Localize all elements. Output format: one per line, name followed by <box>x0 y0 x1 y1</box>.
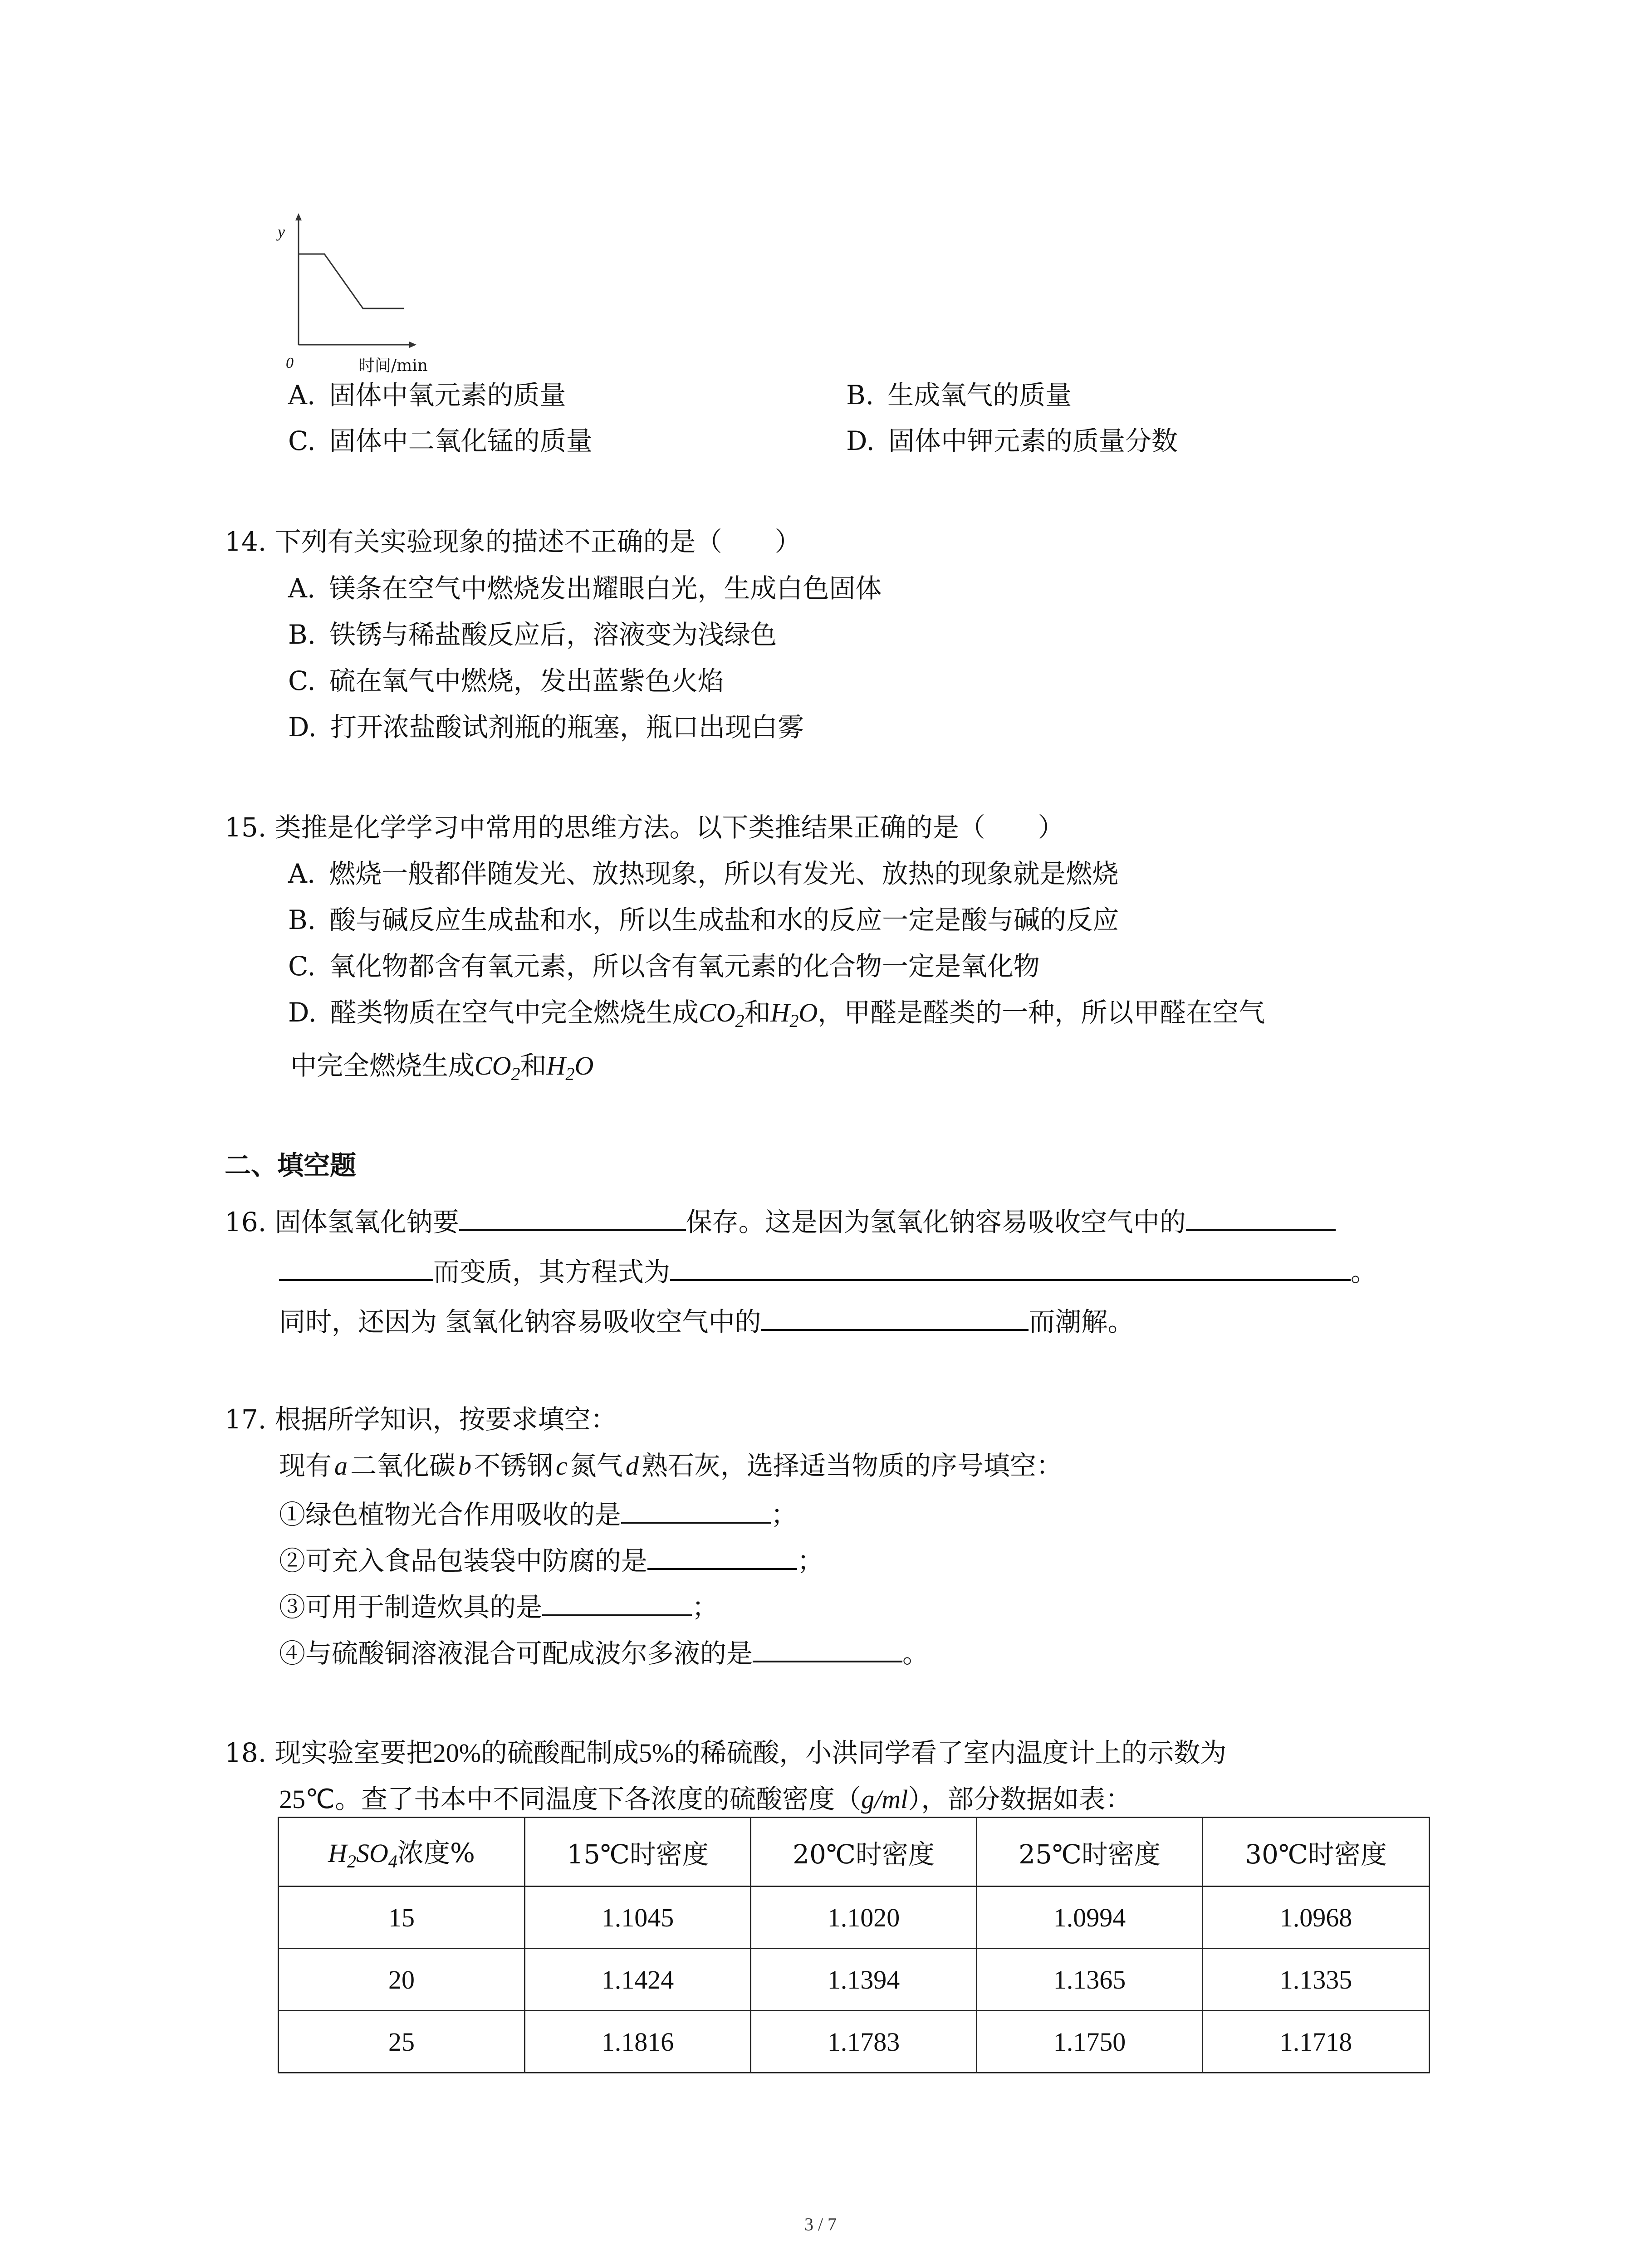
table-cell-concentration: 15 <box>279 1887 525 1949</box>
table-row <box>279 1949 1430 2011</box>
q13-option-a: A. 固体中氧元素的质量 <box>288 380 566 411</box>
q16-blank-1[interactable] <box>459 1207 686 1231</box>
q17-blank-2[interactable] <box>647 1545 797 1570</box>
q16-blank-2[interactable] <box>1186 1207 1336 1231</box>
q16-line1: 16. 固体氢氧化钠要 保存。这是因为氢氧化钠容易吸收空气中的 <box>225 1207 1336 1235</box>
q14-option-b: B. 铁锈与稀盐酸反应后，溶液变为浅绿色 <box>288 619 777 650</box>
page-number: 3 / 7 <box>804 2214 837 2234</box>
table-header-concentration: $H_2SO_4$浓度% <box>279 1818 525 1887</box>
q13-option-b: B. 生成氧气的质量 <box>846 380 1072 411</box>
table-cell: 1.1335 <box>1203 1949 1430 2011</box>
q17-item-1: ①绿色植物光合作用吸收的是 ； <box>279 1499 798 1530</box>
q16-line2: 而变质，其方程式为 。 <box>279 1256 1377 1285</box>
table-cell: 1.1424 <box>525 1949 751 2011</box>
table-cell: 1.1365 <box>977 1949 1203 2011</box>
q18-line1: 18. 现实验室要把20%的硫酸配制成5%的稀硫酸，小洪同学看了室内温度计上的示数为 <box>225 1737 1227 1768</box>
q16-blank-3[interactable] <box>670 1256 1351 1281</box>
graph-y-label: y <box>278 223 285 241</box>
q17-blank-1[interactable] <box>621 1499 771 1524</box>
table-header-row <box>279 1818 1430 1887</box>
table-header-15c: 15℃时密度 <box>525 1818 751 1887</box>
q17-item-4: ④与硫酸铜溶液混合可配成波尔多液的是 。 <box>279 1638 929 1669</box>
graph-origin: 0 <box>286 355 294 371</box>
table-cell: 1.1750 <box>977 2011 1203 2073</box>
q15-option-d-line1: D. 醛类物质在空气中完全燃烧生成$CO_2$和$H_2O$，甲醛是醛类的一种，所以甲醛在空气 <box>288 997 1265 1031</box>
q15-option-a: A. 燃烧一般都伴随发光、放热现象，所以有发光、放热的现象就是燃烧 <box>288 858 1119 889</box>
section-heading: 二、填空题 <box>225 1150 357 1181</box>
q17-blank-3[interactable] <box>542 1592 692 1616</box>
graph-svg <box>268 213 458 376</box>
q14-option-c: C. 硫在氧气中燃烧，发出蓝紫色火焰 <box>288 665 724 696</box>
table-cell: 1.1394 <box>751 1949 977 2011</box>
q15-option-b: B. 酸与碱反应生成盐和水，所以生成盐和水的反应一定是酸与碱的反应 <box>288 904 1119 935</box>
q16-blank-4[interactable] <box>761 1306 1029 1331</box>
table-cell: 1.0994 <box>977 1887 1203 1949</box>
graph-x-label: 时间/min <box>358 357 428 375</box>
q15-option-c: C. 氧化物都含有氧元素，所以含有氧元素的化合物一定是氧化物 <box>288 951 1040 982</box>
q18-line2: 25℃。查了书本中不同温度下各浓度的硫酸密度（g/ml），部分数据如表： <box>279 1784 1132 1814</box>
table-cell: 1.1783 <box>751 2011 977 2073</box>
table-row <box>279 2011 1430 2073</box>
table-row <box>279 1887 1430 1949</box>
q14-option-d: D. 打开浓盐酸试剂瓶的瓶塞，瓶口出现白雾 <box>288 712 804 743</box>
q15-option-d-line2: 中完全燃烧生成$CO_2$和$H_2O$ <box>290 1050 594 1084</box>
table-cell: 1.0968 <box>1203 1887 1430 1949</box>
table-header-30c: 30℃时密度 <box>1203 1818 1430 1887</box>
graph-curve <box>299 254 404 308</box>
table-header-20c: 20℃时密度 <box>751 1818 977 1887</box>
table-cell-concentration: 20 <box>279 1949 525 2011</box>
q17-stem: 17. 根据所学知识，按要求填空： <box>225 1404 617 1435</box>
table-header-25c: 25℃时密度 <box>977 1818 1203 1887</box>
table-cell: 1.1718 <box>1203 2011 1430 2073</box>
q16-blank-2b[interactable] <box>279 1256 433 1281</box>
table-cell: 1.1020 <box>751 1887 977 1949</box>
table-cell-concentration: 25 <box>279 2011 525 2073</box>
table-cell: 1.1045 <box>525 1887 751 1949</box>
graph <box>268 213 458 376</box>
density-table <box>278 1817 1430 2073</box>
table-cell: 1.1816 <box>525 2011 751 2073</box>
x-axis-arrow <box>409 342 416 348</box>
q17-item-3: ③可用于制造炊具的是 ； <box>279 1592 719 1623</box>
q14-option-a: A. 镁条在空气中燃烧发出耀眼白光，生成白色固体 <box>288 573 882 604</box>
q17-intro: 现有 a 二氧化碳 b 不锈钢 c 氮气 d 熟石灰，选择适当物质的序号填空： <box>279 1450 1063 1481</box>
q17-blank-4[interactable] <box>753 1638 902 1662</box>
q15-stem: 15. 类推是化学学习中常用的思维方法。以下类推结果正确的是（ ） <box>225 812 1064 843</box>
y-axis-arrow <box>295 213 302 220</box>
q14-stem: 14. 下列有关实验现象的描述不正确的是（ ） <box>225 526 801 557</box>
q17-item-2: ②可充入食品包装袋中防腐的是 ； <box>279 1545 824 1576</box>
q16-line3: 同时，还因为 氢氧化钠容易吸收空气中的 而潮解。 <box>279 1306 1134 1337</box>
q13-option-c: C. 固体中二氧化锰的质量 <box>288 425 593 456</box>
q13-option-d: D. 固体中钾元素的质量分数 <box>846 425 1178 456</box>
